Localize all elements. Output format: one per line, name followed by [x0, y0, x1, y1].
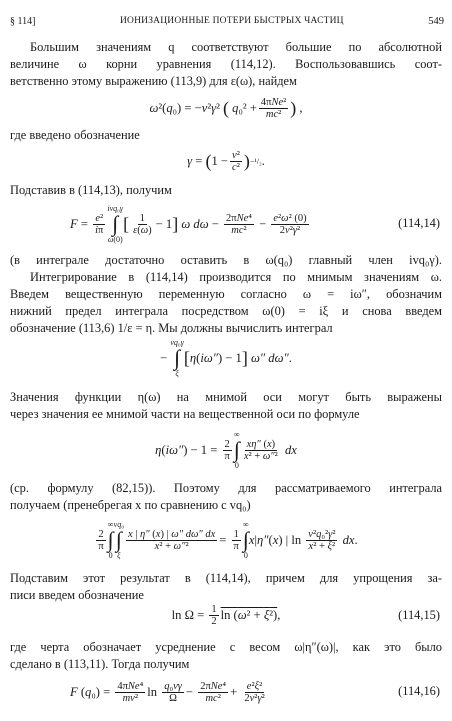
equation-final-energy-loss: F ( q ₀) = $\frac{\text{4πNe⁴}}{\text{mv²}}$ ln $\frac{\text{q₀vγ}}{\Omega}$ − $\frac{\text{2πNe⁴}}{\text{mc²}}$ + $\frac{\text{e²ξ²}}{\text{2v²γ²}}$	[70, 680, 265, 704]
equation-required-integral: − vq₀γ ∫ ξ [ η ( iω″ ) − 1 ] ω″ dω″ .	[160, 338, 292, 378]
equation-gamma: γ = ( 1 − $\frac{\text{v²}}{\text{c²}}$ ) −¹/₂ .	[187, 149, 265, 173]
paragraph-line: писи введем обозначение	[10, 588, 144, 602]
paragraph-line: получаем (пренебрегая x по сравнению с vq₀)	[10, 498, 251, 512]
paragraph-line: Введем вещественную переменную согласно ω = iω″, обозначим	[10, 287, 442, 301]
equation-number: (114,16)	[398, 684, 440, 698]
running-header	[10, 14, 444, 28]
paragraph-line: где введено обозначение	[10, 128, 140, 142]
equation-number: (114,14)	[398, 216, 440, 230]
page-number: 549	[428, 15, 444, 27]
paragraph-line: Подставив в (114,13), получим	[10, 183, 172, 197]
equation-number: (114,15)	[398, 608, 440, 622]
equation-omega-squared: ω ²( q ₀) = − v ² γ ² ( q ₀² + $\frac{\text{4πNe²}}{\text{mc²}}$ ) ,	[149, 96, 303, 120]
equation-double-integral: $\frac{2}{\pi}$ ∞ ∫ 0 vq₀ ∫ ξ $\frac{x | \eta'' (x) | \omega'' d\omega'' dx}{\text{x² + ω″²}}$ = $\frac{1}{\pi}$ ∞ ∫ 0 x | η″ ( x ) | ln $\frac{\text{v²q₀²γ²}}{\text{x² + ξ²}}$ dx .	[98, 520, 358, 560]
paragraph-line: Подставим этот результат в (114,14), причем для упрощения за-	[10, 571, 442, 585]
paragraph-line: где черта обозначает усреднение с весом ω|η″(ω)|, как это было	[10, 640, 442, 654]
paragraph-line: Большим значениям q соответствуют большие по абсолютной	[30, 40, 442, 54]
paragraph-line: нижний предел интеграла посредством ω(0) = iξ и снова введем	[10, 304, 442, 318]
equation-eta-imaginary-axis: η ( iω″ ) − 1 = $\frac{2}{\pi}$ ∞ ∫ 0 $\frac{x\eta'' (x)}{\text{x² + ω″²}}$ dx	[155, 430, 297, 470]
equation-ln-omega: ln Ω = $\frac{1}{2}$ ln (ω² + ξ²) ,	[171, 603, 281, 627]
paragraph-line: через значения ее мнимой части на вещественной оси по формуле	[10, 407, 360, 421]
paragraph-line: Интегрирование в (114,14) производится по мнимым значениям ω.	[30, 270, 442, 284]
paragraph-line: величине ω корни уравнения (114,12). Воспользовавшись соот-	[10, 57, 442, 71]
section-ref: § 114]	[10, 15, 36, 27]
running-title: ИОНИЗАЦИОННЫЕ ПОТЕРИ БЫСТРЫХ ЧАСТИЦ	[119, 16, 344, 26]
paragraph-line: Значения функции η(ω) на мнимой оси могут быть выражены	[10, 390, 442, 404]
paragraph-line: обозначение (113,6) 1/ε = η. Мы должны вычислить интеграл	[10, 321, 333, 335]
paragraph-line: сделано в (113,11). Тогда получим	[10, 657, 190, 671]
paragraph-line: ветственно этому выражению (113,9) для ε(ω), найдем	[10, 74, 297, 88]
paragraph-line: (в интеграле достаточно оставить в ω(q₀) главный член ivq₀γ).	[10, 253, 442, 267]
equation-energy-loss-integral: F = $\frac{\text{e²}}{i\pi}$ ivq₀γ ∫ ω(0) [ $\frac{1}{\varepsilon(\omega)}$ − 1 ] ω dω − $\frac{\text{2πNe⁴}}{\text{mc²}}$ − $\frac{\text{e²ω² (0)}}{\text{2v²γ²}}$	[70, 204, 307, 244]
paragraph-line: (ср. формулу (82,15)). Поэтому для рассматриваемого интеграла	[10, 481, 442, 495]
